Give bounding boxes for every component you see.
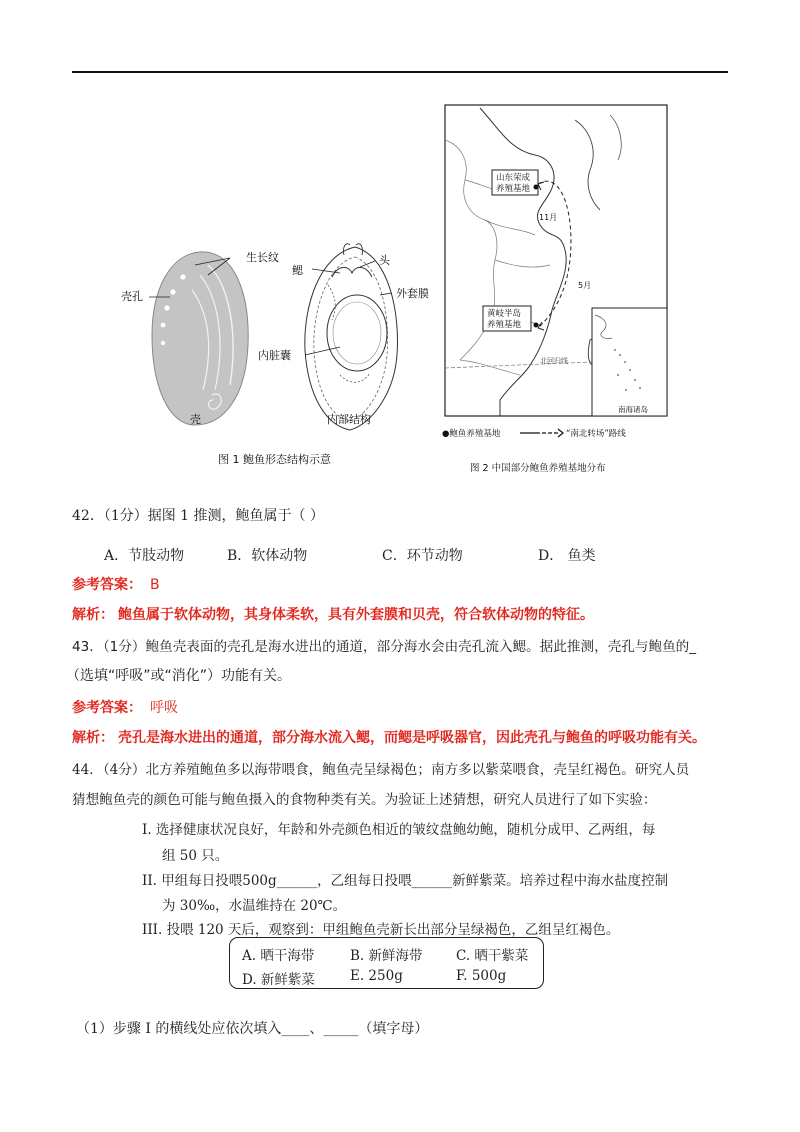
q43-stem-line1: 43．（1分）鲍鱼壳表面的壳孔是海水进出的通道，部分海水会由壳孔流入鳃。据此推测，壳孔与鲍鱼的_: [72, 639, 697, 655]
q42-option-b: B．软体动物: [227, 548, 308, 564]
q42-answer-label: 参考答案：: [72, 577, 142, 593]
q42-option-d: D． 鱼类: [538, 548, 596, 564]
q43-analysis-label: 解析：: [72, 730, 114, 746]
q44-choice-d: D. 新鲜紫菜: [242, 972, 315, 988]
q42-answer: [72, 574, 160, 594]
figure2-caption: 图 2 中国部分鲍鱼养殖基地分布: [470, 463, 606, 474]
q44-choice-f: F. 500g: [456, 968, 507, 984]
internal-structure-drawing: [305, 244, 398, 430]
q42-answer-value: B: [150, 577, 160, 593]
q42-analysis: [72, 604, 594, 624]
north-base-label-2: 养殖基地: [496, 184, 531, 194]
q43-analysis: [72, 727, 706, 747]
q44-sub1: （1）步骤 I 的横线处应依次填入____、_____（填字母）: [76, 1021, 429, 1037]
figure1-caption: 图 1 鲍鱼形态结构示意: [218, 453, 331, 466]
q44-choice-a: A. 晒干海带: [242, 948, 315, 964]
label-growth-lines: 生长纹: [246, 251, 279, 264]
label-visceral-mass: 内脏囊: [258, 349, 291, 362]
q44-step1-line1: I. 选择健康状况良好，年龄和外壳颜色相近的皱纹盘鲍幼鲍，随机分成甲、乙两组，每: [142, 822, 656, 838]
q43-answer-value: 呼吸: [150, 700, 178, 716]
q44-choice-c: C. 晒干紫菜: [456, 948, 529, 964]
label-month-nov: 11月: [539, 213, 558, 222]
label-mantle: 外套膜: [396, 287, 429, 300]
q42-analysis-text: 鲍鱼属于软体动物，其身体柔软，具有外套膜和贝壳，符合软体动物的特征。: [118, 607, 594, 623]
q44-step2-line2: 为 30‰，水温维持在 20℃。: [162, 898, 347, 914]
north-base-label-1: 山东荣成: [496, 173, 531, 183]
q44-step3: III. 投喂 120 天后，观察到：甲组鲍鱼壳新长出部分呈绿褐色，乙组呈红褐色。: [142, 922, 620, 938]
header-rule: [72, 71, 728, 73]
q43-analysis-text: 壳孔是海水进出的通道，部分海水流入鳃，而鳃是呼吸器官，因此壳孔与鲍鱼的呼吸功能有关。: [118, 730, 706, 746]
q44-step1-line2: 组 50 只。: [162, 848, 229, 864]
label-month-may: 5月: [578, 281, 592, 290]
q44-stem-line2: 猜想鲍鱼壳的颜色可能与鲍鱼摄入的食物种类有关。为验证上述猜想，研究人员进行了如下实验：: [72, 792, 657, 808]
q43-stem-line2: （选填“呼吸”或“消化”）功能有关。: [66, 668, 292, 684]
q42-stem: 42．（1分）据图 1 推测，鲍鱼属于（ ）: [72, 508, 324, 524]
q42-analysis-label: 解析：: [72, 607, 114, 623]
south-base-label-2: 养殖基地: [487, 320, 522, 330]
label-shell-holes: 壳孔: [121, 290, 143, 303]
q43-answer: [72, 697, 178, 717]
legend-base: ●鲍鱼养殖基地: [442, 429, 501, 439]
figure2-china-map: [440, 100, 675, 480]
q42-option-a: A．节肢动物: [104, 548, 185, 564]
label-tropic: 北回归线: [540, 357, 568, 365]
figure1-abalone-diagram: [100, 225, 450, 475]
q43-answer-label: 参考答案：: [72, 700, 142, 716]
shell-drawing: [152, 252, 248, 425]
label-head: 头: [379, 254, 390, 267]
label-south-sea: 南海诸岛: [618, 405, 648, 414]
label-internal: 内部结构: [327, 413, 371, 426]
q44-step2-line1: II. 甲组每日投喂500g______，乙组每日投喂______新鲜紫菜。培养过程中海水盐度控制: [142, 873, 669, 889]
label-shell: 壳: [190, 413, 201, 426]
q44-choice-e: E. 250g: [350, 968, 403, 984]
label-gills: 鳃: [292, 264, 303, 277]
q44-stem-line1: 44．（4分）北方养殖鲍鱼多以海带喂食，鲍鱼壳呈绿褐色；南方多以紫菜喂食，壳呈红褐色。研究人员: [72, 762, 690, 778]
legend-route: “南北转场”路线: [566, 429, 626, 439]
q44-choice-b: B. 新鲜海带: [350, 948, 423, 964]
q42-option-c: C．环节动物: [382, 548, 463, 564]
south-base-label-1: 黄岐半岛: [487, 309, 522, 319]
